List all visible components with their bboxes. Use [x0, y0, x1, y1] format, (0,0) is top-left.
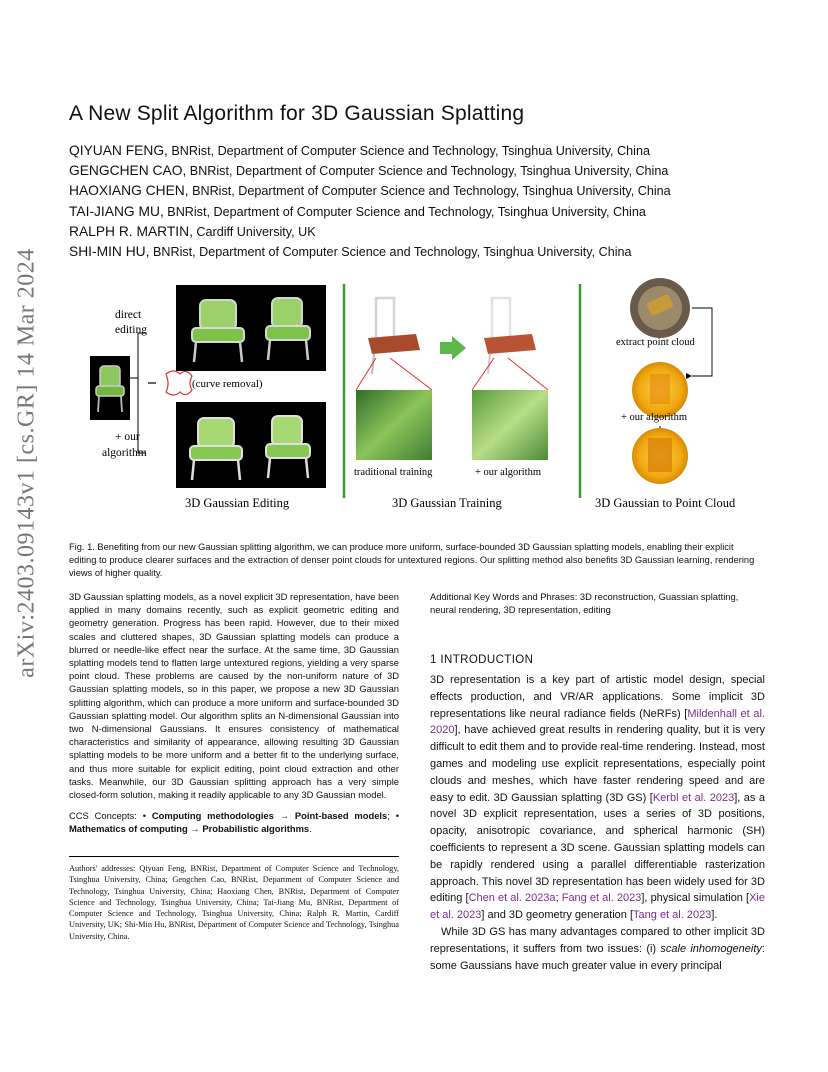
footnote-divider [69, 856, 399, 857]
ccs-concepts: CCS Concepts: • Computing methodologies → Point-based models; • Mathematics of computing → Probabilistic algorithms. [69, 810, 400, 835]
chair-icon [484, 298, 536, 374]
author-line: SHI-MIN HU, BNRist, Department of Computer Science and Technology, Tsinghua University, China [69, 244, 632, 260]
label-panel3: 3D Gaussian to Point Cloud [595, 496, 736, 510]
panel-training [354, 298, 548, 510]
label-curve-removal: (curve removal) [192, 378, 263, 390]
paper-title: A New Split Algorithm for 3D Gaussian Splatting [69, 102, 525, 125]
our-training-closeup [472, 390, 548, 460]
citation-link[interactable]: Xie et al. 2023 [430, 892, 765, 922]
label-direct: direct [115, 309, 142, 321]
intro-paragraph: While 3D GS has many advantages compared to other implicit 3D representations, it suffers from two issues: (i) scale inhomogeneity: some Gaussians have much greater value in every principal [430, 925, 765, 972]
abstract: 3D Gaussian splatting models, as a novel explicit 3D representation, have been applied in many domains recently, such as explicit geometric editing and geometry generation. Progress has been rapid. However, due to their mixed scales and cluttered shapes, 3D Gaussian splatting models can produce a blurred or needle-like effect near the surface. At the same time, 3D Gaussian splatting models tend to flatten large untextured regions, yielding a very sparse point cloud. These problems are caused by the non-uniform nature of 3D Gaussian splatting models, so in this paper, we propose a new 3D Gaussian splitting algorithm, which can produce a more uniform and surface-bounded 3D Gaussian splatting model. Our algorithm splits an N-dimensional Gaussian into two N-dimensional Gaussians. It ensures consistency of mathematical characteristics and similarity of appearance, allowing resulting 3D Gaussian splatting models to be more uniform and a better fit to the underlying surface, and thus more suitable for explicit editing, point cloud extraction and other tasks. Meanwhile, our 3D Gaussian splitting approach has a very simple closed-form solution, making it readily applicable to any 3D Gaussian model. [69, 591, 399, 801]
label-panel2: 3D Gaussian Training [392, 496, 502, 510]
teaser-figure [80, 278, 770, 518]
section-heading: 1 INTRODUCTION [430, 654, 534, 666]
citation-link[interactable]: Mildenhall et al. 2020 [430, 707, 765, 737]
author-list [69, 141, 671, 262]
author-line: QIYUAN FENG, BNRist, Department of Computer Science and Technology, Tsinghua University, China [69, 143, 650, 158]
citation-link[interactable]: Chen et al. 2023a [468, 892, 556, 905]
label-our: + our [115, 431, 140, 443]
panel-editing [90, 285, 326, 510]
author-line: GENGCHEN CAO, BNRist, Department of Computer Science and Technology, Tsinghua University, China [69, 163, 669, 179]
figure-caption: Fig. 1. Benefiting from our new Gaussian splitting algorithm, we can produce more uniform, surface-bounded 3D Gaussian splatting models, enabling their explicit editing to produce clearer surfaces and the extraction of denser point clouds for untextured regions. Our splitting method also benefits 3D Gaussian learning, rendering views of higher quality. [69, 542, 755, 578]
label-panel1: 3D Gaussian Editing [185, 496, 290, 510]
curve-shape [166, 371, 192, 395]
citation-link[interactable]: Kerbl et al. 2023 [652, 791, 735, 804]
label-algorithm: algorithm [102, 447, 147, 459]
intro-paragraph: 3D representation is a key part of artistic model design, special effects production, and VR/AR applications. Some implicit 3D representations like neural radiance fields (NeRFs) [Mildenhall et al. 2020], have achieved great results in rendering quality, but it is very difficult to edit them and to provide real-time rendering. Instead, most games and modeling use explicit representations, especially point clouds and meshes, which have faster rendering speed and are easy to edit. 3D Gaussian splatting (3D GS) [Kerbl et al. 2023], as a novel 3D explicit representation, uses a series of 3D positions, opacity, anisotropic covariance, and spherical harmonic (SH) coefficients to represent a 3D scene. Gaussian splatting models can be rapidly rendered using a parallel differentiable rasterization approach. This novel 3D representation has been widely used for 3D editing [Chen et al. 2023a; Fang et al. 2023], physical simulation [Xie et al. 2023] and 3D geometry generation [Tang et al. 2023]. [430, 674, 765, 922]
panel-point-cloud [595, 278, 736, 510]
arxiv-stamp: arXiv:2403.09143v1 [cs.GR] 14 Mar 2024 [13, 248, 40, 678]
traditional-training-closeup [356, 390, 432, 460]
citation-link[interactable]: Fang et al. 2023 [561, 892, 642, 905]
label-traditional: traditional training [354, 467, 433, 478]
left-column [69, 590, 399, 836]
label-editing: editing [115, 324, 147, 336]
label-ours-pc: + our algorithm [621, 412, 687, 423]
label-extract: extract point cloud [616, 337, 695, 348]
chair-icon [368, 298, 420, 374]
author-line: TAI-JIANG MU, BNRist, Department of Computer Science and Technology, Tsinghua University, China [69, 203, 646, 219]
author-line: RALPH R. MARTIN, Cardiff University, UK [69, 223, 316, 239]
keywords: Additional Key Words and Phrases: 3D reconstruction, Guassian splatting, neural rendering, 3D representation, editing [430, 591, 739, 616]
author-addresses: Authors' addresses: Qiyuan Feng, BNRist, Department of Computer Science and Technology, Tsinghua University, China; Gengchen Cao, BNRist, Department of Computer Science and Technology, Tsinghua University, China; Haoxiang Chen, BNRist, Department of Computer Science and Technology, Tsinghua University, China; Tai-Jiang Mu, BNRist, Department of Computer Science and Technology, Tsinghua University, China; Ralph R. Martin, Cardiff University, UK; Shi-Min Hu, BNRist, Department of Computer Science and Technology, Tsinghua University, China. [69, 864, 399, 941]
arrow-right-icon [440, 336, 466, 360]
author-line: HAOXIANG CHEN, BNRist, Department of Computer Science and Technology, Tsinghua University, China [69, 183, 671, 199]
introduction-text [430, 672, 765, 974]
label-ours-training: + our algorithm [475, 467, 541, 478]
citation-link[interactable]: Tang et al. 2023 [633, 909, 712, 922]
